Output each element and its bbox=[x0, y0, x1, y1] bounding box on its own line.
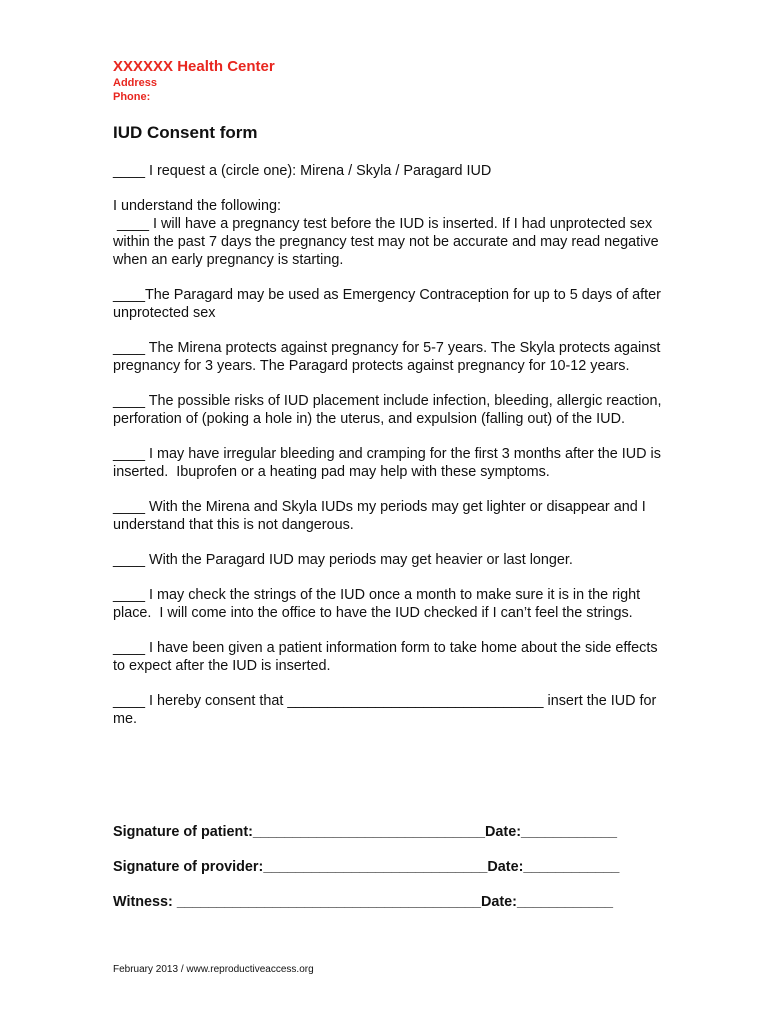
clinic-header bbox=[113, 58, 275, 104]
duration-statement: ____ The Mirena protects against pregnancy for 5-7 years. The Skyla protects against pregnancy for 3 years. The Paragard protects against pregnancy for 10-12 years. bbox=[113, 340, 665, 374]
address-label: Address bbox=[113, 77, 158, 89]
phone-label: Phone: bbox=[113, 91, 151, 103]
witness-signature-line[interactable]: Witness: ______________________________________Date:____________ bbox=[113, 894, 613, 910]
strings-check-statement: ____ I may check the strings of the IUD once a month to make sure it is in the right place. I will come into the office to have the IUD checked if I can’t feel the strings. bbox=[113, 587, 645, 621]
patient-signature-line[interactable]: Signature of patient:_____________________________Date:____________ bbox=[113, 824, 618, 840]
heavier-periods-statement: ____ With the Paragard IUD may periods may get heavier or last longer. bbox=[113, 552, 573, 568]
emergency-contraception-statement: ____The Paragard may be used as Emergency Contraception for up to 5 days of after unprotected sex bbox=[113, 287, 665, 321]
consent-statement: ____ I hereby consent that ________________________________ insert the IUD for me. bbox=[113, 693, 661, 727]
health-center-name: XXXXXX Health Center bbox=[113, 58, 275, 75]
form-title: IUD Consent form bbox=[113, 123, 258, 142]
page-footer: February 2013 / www.reproductiveaccess.org bbox=[113, 964, 314, 975]
information-form-statement: ____ I have been given a patient information form to take home about the side effects to expect after the IUD is inserted. bbox=[113, 640, 662, 674]
provider-signature-line[interactable]: Signature of provider:____________________________Date:____________ bbox=[113, 859, 620, 875]
bleeding-statement: ____ I may have irregular bleeding and cramping for the first 3 months after the IUD is inserted. Ibuprofen or a heating pad may help with these symptoms. bbox=[113, 446, 665, 480]
pregnancy-test-statement: I understand the following: ____ I will have a pregnancy test before the IUD is inserted. If I had unprotected sex within the past 7 days the pregnancy test may not be accurate and may read negative when an early pregnancy is starting. bbox=[113, 198, 659, 268]
signature-block bbox=[113, 822, 673, 927]
lighter-periods-statement: ____ With the Mirena and Skyla IUDs my periods may get lighter or disappear and I understand that this is not dangerous. bbox=[113, 499, 650, 533]
request-iud-statement: ____ I request a (circle one): Mirena / Skyla / Paragard IUD bbox=[113, 163, 492, 179]
risks-statement: ____ The possible risks of IUD placement include infection, bleeding, allergic reaction, perforation of (poking a hole in) the uterus, and expulsion (falling out) of the IUD. bbox=[113, 393, 666, 427]
form-body bbox=[113, 162, 673, 745]
